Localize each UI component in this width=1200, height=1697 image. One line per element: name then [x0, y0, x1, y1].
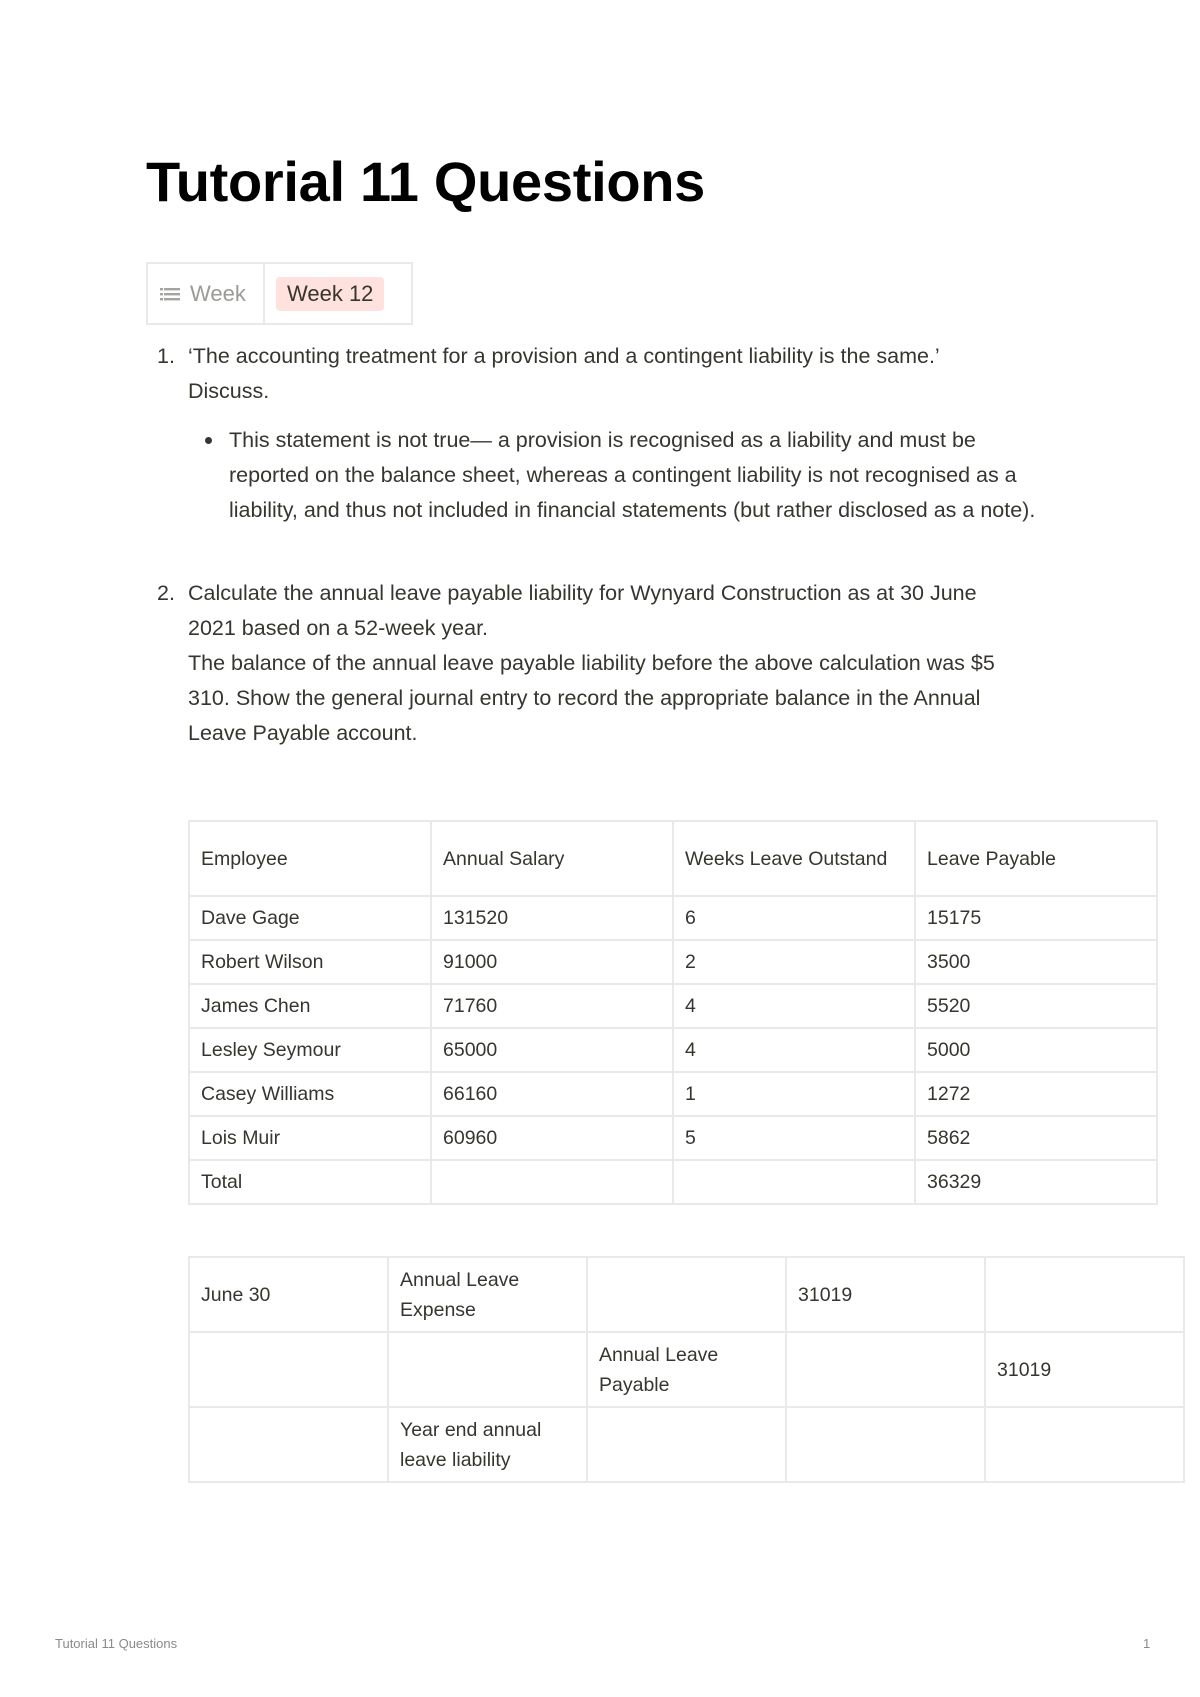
- cell-credit-account: [587, 1407, 786, 1482]
- cell-salary: 66160: [431, 1072, 673, 1116]
- cell-debit: 31019: [786, 1257, 985, 1332]
- cell-date: June 30: [189, 1257, 388, 1332]
- week-tag[interactable]: Week 12: [276, 277, 384, 311]
- table-row: [189, 984, 1157, 1028]
- cell-employee: Robert Wilson: [189, 940, 431, 984]
- header-cell: Weeks Leave Outstand: [673, 821, 915, 896]
- property-name: [148, 264, 265, 323]
- cell-employee: Casey Williams: [189, 1072, 431, 1116]
- cell-weeks: 5: [673, 1116, 915, 1160]
- question-2: [157, 576, 1057, 751]
- cell-payable: 5520: [915, 984, 1157, 1028]
- header-cell: Annual Salary: [431, 821, 673, 896]
- journal-entry-table: [188, 1256, 1185, 1483]
- answer-bullet: [200, 423, 1050, 528]
- question-text-cont: Discuss.: [188, 379, 270, 403]
- journal-row: [189, 1332, 1184, 1407]
- cell-employee: Lois Muir: [189, 1116, 431, 1160]
- table-row: [189, 896, 1157, 940]
- cell-payable: 15175: [915, 896, 1157, 940]
- cell-credit-account: [587, 1257, 786, 1332]
- table-header-row: [189, 821, 1157, 896]
- cell-salary: 65000: [431, 1028, 673, 1072]
- header-cell: Employee: [189, 821, 431, 896]
- cell-payable: 5000: [915, 1028, 1157, 1072]
- answer-text: This statement is not true— a provision is recognised as a liability and must be reported on the balance sheet, whereas a contingent liability is not recognised as a liability, and thus not included in financial statements (but rather disclosed as a note).: [229, 428, 1036, 522]
- cell-empty: [673, 1160, 915, 1204]
- cell-total-label: Total: [189, 1160, 431, 1204]
- table-row: [189, 940, 1157, 984]
- cell-employee: James Chen: [189, 984, 431, 1028]
- cell-date: [189, 1332, 388, 1407]
- cell-employee: Dave Gage: [189, 896, 431, 940]
- journal-row: [189, 1257, 1184, 1332]
- cell-weeks: 4: [673, 984, 915, 1028]
- table-total-row: [189, 1160, 1157, 1204]
- cell-credit: [985, 1257, 1184, 1332]
- cell-payable: 3500: [915, 940, 1157, 984]
- table-row: [189, 1028, 1157, 1072]
- cell-empty: [431, 1160, 673, 1204]
- journal-row: [189, 1407, 1184, 1482]
- cell-salary: 71760: [431, 984, 673, 1028]
- question-number: 1.: [157, 344, 175, 368]
- footer-page-number: 1: [1143, 1636, 1151, 1651]
- cell-credit: [985, 1407, 1184, 1482]
- property-row-week: [146, 262, 413, 325]
- cell-credit-account: Annual Leave Payable: [587, 1332, 786, 1407]
- cell-debit: [786, 1407, 985, 1482]
- property-name-label: Week: [190, 280, 246, 306]
- cell-credit: 31019: [985, 1332, 1184, 1407]
- question-text: Calculate the annual leave payable liability for Wynyard Construction as at 30 June 2021 based on a 52-week year.: [188, 581, 977, 640]
- cell-debit-account: Annual Leave Expense: [388, 1257, 587, 1332]
- cell-weeks: 4: [673, 1028, 915, 1072]
- cell-salary: 91000: [431, 940, 673, 984]
- property-value[interactable]: [265, 264, 411, 323]
- cell-payable: 1272: [915, 1072, 1157, 1116]
- footer-title: Tutorial 11 Questions: [55, 1636, 178, 1651]
- bullet-dot-icon: [205, 437, 212, 444]
- question-number: 2.: [157, 581, 175, 605]
- page-title: Tutorial 11 Questions: [146, 150, 706, 213]
- list-icon: [160, 286, 180, 302]
- table-row: [189, 1072, 1157, 1116]
- table-row: [189, 1116, 1157, 1160]
- cell-total-value: 36329: [915, 1160, 1157, 1204]
- question-1: [157, 339, 1057, 409]
- cell-weeks: 6: [673, 896, 915, 940]
- cell-payable: 5862: [915, 1116, 1157, 1160]
- question-text-cont: The balance of the annual leave payable liability before the above calculation was $5 310. Show the general journal entry to record the appropriate balance in the Annual Leave Payable account.: [188, 651, 995, 745]
- cell-narration: Year end annual leave liability: [388, 1407, 587, 1482]
- leave-payable-table: [188, 820, 1158, 1205]
- question-text: ‘The accounting treatment for a provision and a contingent liability is the same.’: [188, 344, 940, 368]
- header-cell: Leave Payable: [915, 821, 1157, 896]
- cell-date: [189, 1407, 388, 1482]
- cell-salary: 60960: [431, 1116, 673, 1160]
- cell-weeks: 1: [673, 1072, 915, 1116]
- cell-employee: Lesley Seymour: [189, 1028, 431, 1072]
- cell-salary: 131520: [431, 896, 673, 940]
- cell-debit-account: [388, 1332, 587, 1407]
- cell-debit: [786, 1332, 985, 1407]
- cell-weeks: 2: [673, 940, 915, 984]
